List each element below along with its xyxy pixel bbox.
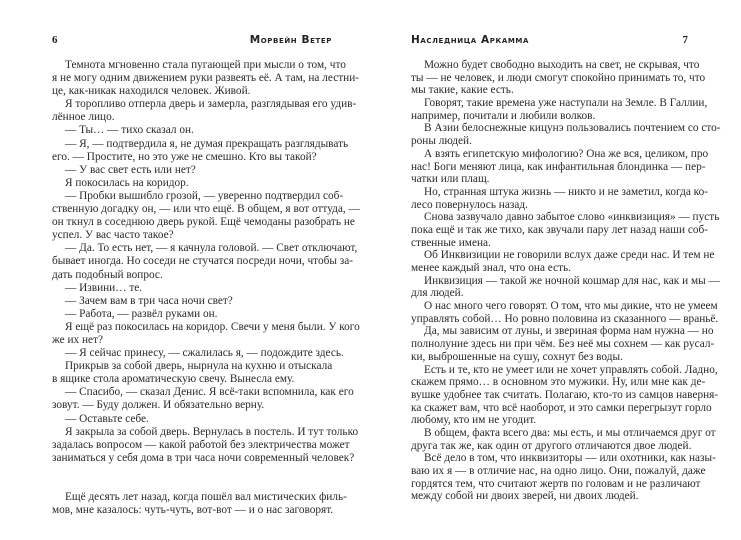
text-line: А взять египетскую мифологию? Она же вся, целиком, про bbox=[424, 147, 709, 160]
text-line: пока ещё и так же тихо, как звучали пару лет назад наши соб- bbox=[411, 223, 709, 236]
paragraph bbox=[411, 274, 720, 300]
text-line: — Я сейчас принесу, — сжалилась я, — подождите здесь. bbox=[65, 347, 344, 360]
paragraph bbox=[411, 122, 721, 148]
book-title: Наследница Аркамма bbox=[411, 34, 530, 46]
paragraph bbox=[411, 426, 716, 452]
paragraph bbox=[52, 242, 358, 281]
paragraph bbox=[52, 490, 347, 517]
text-line: же их нет? bbox=[52, 333, 104, 346]
text-line: О нас много чего говорят. О том, что мы дикие, что не умеем bbox=[424, 300, 718, 313]
text-line: — Да. То есть нет, — я качнула головой. — Свет отключают, bbox=[65, 242, 358, 255]
page-number: 6 bbox=[52, 34, 58, 46]
text-line: он ткнул в соседнюю дверь рукой. Ещё чемоданы разобрать не bbox=[52, 216, 355, 229]
text-line: нас! Боги меняют лица, как инфантильная блондинка — пер- bbox=[411, 160, 706, 173]
text-line: полнолуние здесь ни при чём. Без неё мы сохнем — как русал- bbox=[411, 338, 715, 351]
text-line: в ящике стола ароматическую свечу. Вынесла ему. bbox=[52, 373, 295, 386]
page-number: 7 bbox=[682, 34, 688, 46]
text-line: роны людей. bbox=[411, 135, 472, 148]
text-line: — Работа, — развёл руками он. bbox=[65, 307, 218, 320]
text-line: це, как-никак находился человек. Живой. bbox=[52, 85, 251, 98]
paragraph bbox=[52, 320, 360, 347]
paragraph bbox=[52, 282, 332, 295]
text-line: Темнота мгновенно стала пугающей при мысли о том, что bbox=[65, 59, 346, 71]
text-line: лённое лицо. bbox=[52, 111, 115, 124]
text-line: задалась вопросом — какой работой без электричества может bbox=[52, 438, 350, 451]
text-line: — Извини… те. bbox=[65, 281, 143, 294]
paragraph bbox=[52, 360, 332, 386]
text-line: друга так же, как один от другого отличаются двое людей. bbox=[411, 439, 692, 452]
text-line: Снова зазвучало давно забытое слово «инквизиция» — пусть bbox=[424, 211, 720, 224]
text-line: В общем, факта всего два: мы есть, и мы отличаемся друг от bbox=[424, 426, 716, 439]
paragraph bbox=[411, 300, 719, 325]
running-head bbox=[411, 34, 688, 48]
paragraph bbox=[52, 308, 332, 321]
text-line: — Оставьте себе. bbox=[65, 412, 149, 425]
text-line: ки, выброшенные на сушу, сохнут без воды. bbox=[411, 350, 623, 363]
text-line: скажем прямо… в основном это мужики. Ну, или мне как де- bbox=[411, 376, 706, 389]
text-line: Говорят, такие времена уже наступали на Земле. В Галлии, bbox=[424, 97, 708, 110]
paragraph bbox=[52, 189, 360, 242]
text-line: — Пробки вышибло грозой, — уверенно подтвердил соб- bbox=[65, 189, 344, 202]
text-line: Я закрыла за собой дверь. Вернулась в постель. И тут только bbox=[65, 425, 359, 438]
text-line: гордятся тем, что считают жертв по головам и не различают bbox=[411, 477, 701, 490]
paragraph bbox=[411, 249, 715, 274]
text-line: чатки или плащ. bbox=[411, 173, 490, 186]
text-line: Да, мы зависим от луны, и звериная форма нам нужна — но bbox=[424, 325, 714, 338]
text-line: ственную догадку он, — или что ещё. В общем, я вот оттуда, — bbox=[52, 203, 360, 216]
running-head bbox=[52, 34, 332, 48]
text-line: Я покосилась на коридор. bbox=[65, 176, 189, 189]
right-page bbox=[411, 0, 721, 540]
text-line: я не могу одним движением руки развеять её. А там, на лестни- bbox=[52, 72, 360, 85]
text-line: Ещё десять лет назад, когда пошёл вал мистических филь- bbox=[65, 490, 347, 503]
text-line: ственные имена. bbox=[411, 236, 491, 249]
text-line: например, почитали и любили волков. bbox=[411, 109, 596, 122]
paragraph bbox=[411, 325, 715, 363]
text-line: менее каждый знал, что она есть. bbox=[411, 262, 572, 274]
paragraph bbox=[52, 386, 354, 412]
text-line: ты — не человек, и люди смогут спокойно принимать то, что bbox=[411, 71, 706, 84]
text-line: мов, мне казалось: чуть-чуть, вот-вот — и о нас заговорят. bbox=[52, 504, 334, 516]
paragraph bbox=[52, 177, 332, 190]
text-line: дать подобный вопрос. bbox=[52, 268, 163, 281]
left-page bbox=[52, 0, 360, 540]
text-line: — Я, — подтвердила я, не думая прекращать разглядывать bbox=[65, 137, 349, 150]
text-line: Но, странная штука жизнь — никто и не заметил, когда ко- bbox=[424, 185, 708, 198]
text-line: зовут. — Буду должен. И обязательно верну. bbox=[52, 399, 265, 412]
text-line: — Спасибо, — сказал Денис. Я всё-таки вспомнила, как его bbox=[65, 386, 354, 399]
paragraph bbox=[411, 97, 708, 122]
text-line: управлять собой… Но ровно половина из сказанного — враньё. bbox=[411, 312, 719, 325]
text-line: Прикрыв за собой дверь, нырнула на кухню и отыскала bbox=[65, 360, 333, 373]
paragraph bbox=[52, 295, 332, 308]
text-line: Инквизиция — такой же ночной кошмар для нас, как и мы — bbox=[424, 274, 720, 287]
text-line: любому, кто им не угодит. bbox=[411, 414, 537, 427]
text-line: — У вас свет есть или нет? bbox=[65, 163, 196, 176]
author-name: Морвейн Ветер bbox=[249, 34, 332, 46]
paragraph bbox=[52, 98, 357, 124]
paragraph bbox=[52, 59, 360, 98]
text-line: — Зачем вам в три часа ночи свет? bbox=[65, 294, 233, 307]
text-line: — Ты… — тихо сказал он. bbox=[65, 124, 194, 137]
text-line: заниматься у себя дома в три часа ночи современный человек? bbox=[52, 451, 355, 464]
text-line: В Азии белоснежные кицунэ пользовались почтением со сто- bbox=[424, 122, 721, 135]
paragraph bbox=[52, 413, 332, 426]
text-line: мы такие, какие есть. bbox=[411, 84, 514, 97]
paragraph bbox=[52, 164, 332, 177]
text-line: Я ещё раз покосилась на коридор. Свечи у меня были. У кого bbox=[65, 320, 360, 333]
paragraph bbox=[52, 137, 349, 164]
paragraph bbox=[411, 452, 716, 503]
paragraph bbox=[52, 425, 359, 465]
text-line: ка скажет вам, что всё наоборот, и это самки перегрызут горло bbox=[411, 401, 712, 414]
text-line: бывает иногда. Но соседи не стучатся посреди ночи, чтобы за- bbox=[52, 255, 354, 268]
paragraph bbox=[411, 59, 706, 97]
page-body bbox=[52, 59, 360, 517]
paragraph bbox=[411, 147, 709, 186]
text-line: успел. У вас часто такое? bbox=[52, 229, 174, 242]
text-line: ваю их я — в отличие нас, на одно лицо. Они, пожалуй, даже bbox=[411, 465, 706, 477]
text-line: Можно будет свободно выходить на свет, не скрывая, что bbox=[424, 59, 700, 71]
paragraph bbox=[411, 363, 719, 427]
paragraph bbox=[52, 347, 344, 360]
text-line: для людей. bbox=[411, 287, 464, 300]
text-line: Об Инквизиции не говорили вслух даже среди нас. И тем не bbox=[424, 249, 715, 262]
text-line: его. — Простите, но это уже не смешно. Кто вы такой? bbox=[52, 150, 317, 163]
section-break bbox=[52, 465, 332, 491]
text-line: вушке удобнее так считать. Полагаю, кто-то из самцов наверня- bbox=[411, 388, 719, 401]
text-line: между собой ни двоих зверей, ни двоих людей. bbox=[411, 490, 639, 503]
paragraph bbox=[411, 211, 720, 249]
text-line: лесо повернулось назад. bbox=[411, 198, 528, 211]
paragraph bbox=[411, 185, 708, 211]
paragraph bbox=[52, 124, 332, 137]
text-line: Я торопливо отперла дверь и замерла, разглядывая его удив- bbox=[65, 98, 357, 111]
page-body bbox=[411, 59, 721, 503]
text-line: Есть и те, кто не умеет или не хочет управлять собой. Ладно, bbox=[424, 363, 718, 376]
text-line: Всё дело в том, что инквизиторы — или охотники, как назы- bbox=[424, 452, 716, 465]
